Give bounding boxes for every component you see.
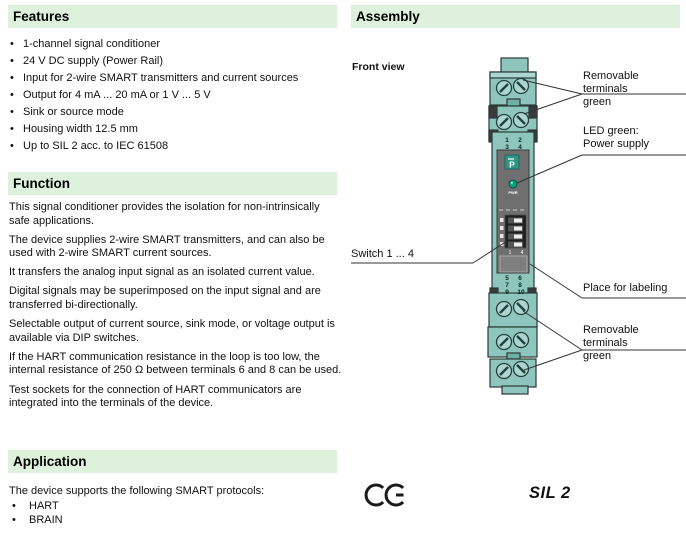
terminal-number: 6	[518, 275, 522, 282]
power-led	[509, 180, 517, 188]
terminal-number: 7	[505, 282, 509, 289]
callout-removable-terminals-top	[583, 70, 686, 109]
function-paragraph: This signal conditioner provides the isolation for non-intrinsically safe applications.	[9, 201, 320, 227]
dip-switch-1	[514, 219, 522, 223]
function-paragraph: Test sockets for the connection of HART communicators are integrated into the terminals of the device.	[9, 383, 302, 410]
feature-item: • Up to SIL 2 acc. to IEC 61508	[8, 138, 340, 155]
feature-item: • Sink or source mode	[8, 104, 340, 121]
terminal-number: 3	[505, 144, 509, 151]
front-view-label: Front view	[352, 61, 405, 73]
function-paragraph: The device supplies 2-wire SMART transmitters, and can also be used with 2-wire SMART current sources.	[9, 233, 325, 260]
ce-mark	[363, 481, 409, 509]
dip-range-first: 1	[508, 250, 512, 256]
terminal-number: 1	[505, 137, 509, 144]
led-label: PWR	[508, 190, 518, 195]
feature-item: • Housing width 12.5 mm	[8, 121, 340, 138]
function-paragraph: If the HART communication resistance in the loop is too low, the internal resistance of 250 Ω between terminals 6 and 8 can be used.	[9, 350, 342, 377]
application-item: • BRAIN	[9, 513, 309, 527]
feature-item: • Output for 4 mA ... 20 mA or 1 V ... 5 V	[8, 87, 340, 104]
dip-switch-3	[514, 235, 522, 239]
callout-led-green	[583, 125, 649, 151]
function-paragraph: Selectable output of current source, sink mode, or voltage output is available via DIP switches.	[9, 318, 335, 344]
application-intro: The device supports the following SMART protocols:	[9, 485, 265, 497]
application-item: • HART	[9, 499, 309, 513]
callout-place-for-labeling: Place for labeling	[583, 282, 668, 294]
assembly-diagram	[343, 30, 686, 432]
feature-item: • Input for 2-wire SMART transmitters and current sources	[8, 70, 340, 87]
features-header	[8, 5, 337, 28]
function-header	[8, 172, 337, 195]
callout-line: LED green:	[583, 125, 639, 137]
terminal-number: 4	[518, 144, 522, 151]
application-list	[9, 499, 309, 527]
feature-item: • 1-channel signal conditioner	[8, 36, 340, 53]
function-paragraph: Digital signals may be superimposed on the input signal and are transferred bi-directionally.	[9, 285, 321, 312]
function-title: Function	[13, 176, 70, 191]
callout-line: Power supply	[583, 138, 650, 150]
device-top-cap	[501, 58, 528, 73]
labeling-area	[500, 256, 527, 272]
terminal-number: 9	[505, 289, 509, 296]
callout-line: Removable terminals	[583, 324, 639, 349]
application-title: Application	[13, 454, 87, 469]
dip-switch-4	[514, 243, 522, 247]
terminal-number: 2	[518, 137, 522, 144]
device-bottom-cap	[502, 386, 528, 394]
callout-line: green	[583, 350, 612, 362]
assembly-header	[351, 5, 680, 28]
application-header	[8, 450, 337, 473]
features-list	[8, 36, 340, 155]
pf-logo-letter: P	[509, 159, 515, 170]
callout-line: green	[583, 96, 612, 108]
sil2-mark: SIL 2	[529, 484, 571, 502]
function-paragraph: It transfers the analog input signal as an isolated current value.	[9, 266, 315, 279]
assembly-title: Assembly	[356, 9, 420, 24]
callout-removable-terminals-bottom	[583, 324, 686, 363]
terminal-number: 10	[517, 289, 525, 296]
features-title: Features	[13, 9, 70, 24]
pf-logo	[505, 155, 519, 170]
terminal-number: 5	[505, 275, 509, 282]
callout-switch-1-4: Switch 1 ... 4	[351, 248, 414, 260]
dip-range-last: 4	[520, 250, 524, 256]
function-text	[9, 201, 343, 416]
terminal-number: 8	[518, 282, 522, 289]
dip-switch-2	[514, 227, 522, 231]
feature-item: • 24 V DC supply (Power Rail)	[8, 53, 340, 70]
callout-line: Removable terminals	[583, 70, 639, 95]
